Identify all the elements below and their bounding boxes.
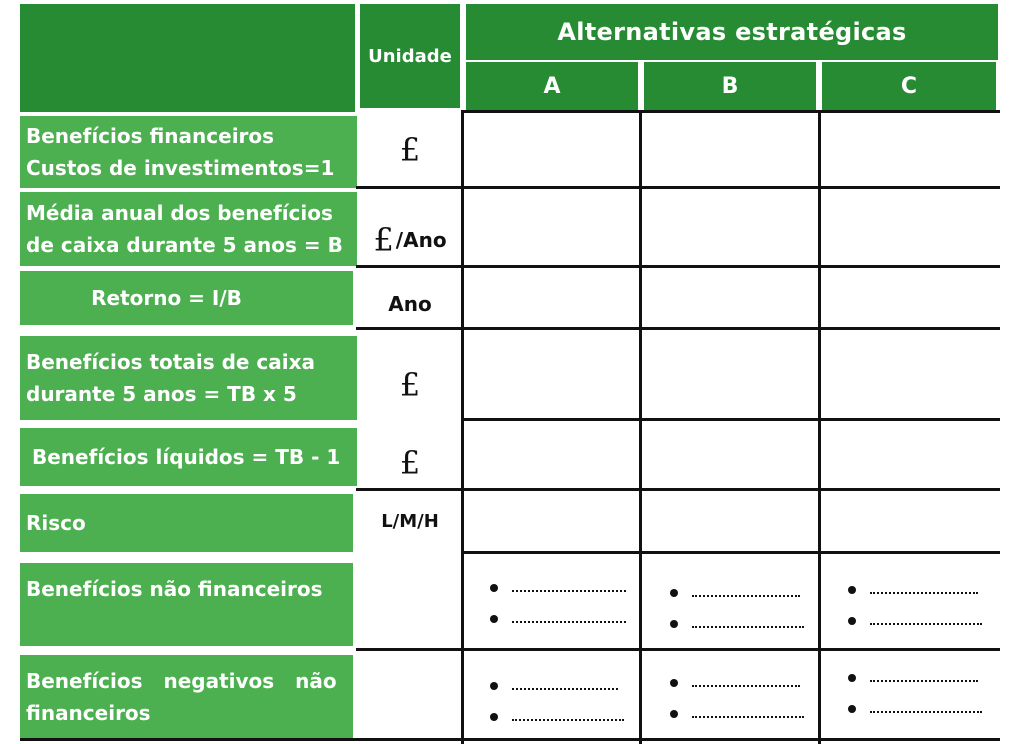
column-header-b (644, 62, 816, 110)
bullet-dot-icon (848, 617, 856, 625)
grid-line (464, 327, 1000, 330)
row-label-line: Benefícios financeiros (26, 124, 275, 148)
grid-line (20, 738, 1000, 741)
grid-line (464, 648, 1000, 651)
grid-line (818, 110, 821, 744)
unit-header (360, 4, 460, 108)
dotted-blank (692, 626, 804, 628)
row-label-line: Benefícios negativos não (26, 669, 337, 693)
unit-year: Ano (388, 292, 432, 316)
bullet-placeholder (670, 583, 800, 603)
dotted-blank (512, 719, 624, 721)
column-header-c-label: C (900, 73, 918, 99)
unit-cell-1 (360, 116, 460, 184)
bullet-placeholder (490, 578, 626, 598)
row-label-annual-cash-benefits (20, 192, 357, 266)
dotted-blank (692, 685, 800, 687)
row-label-line: Benefícios não financeiros (26, 577, 323, 601)
row-label-total-cash-benefits (20, 336, 357, 420)
row-label-line: durante 5 anos = TB x 5 (26, 382, 297, 406)
bullet-placeholder (490, 609, 626, 629)
grid-line (356, 648, 466, 651)
bullet-placeholder (848, 668, 978, 688)
pound-sign: £ (399, 444, 421, 482)
bullet-placeholder (848, 611, 982, 631)
grid-line (461, 110, 464, 744)
bullet-placeholder (490, 707, 624, 727)
pound-sign: £ (373, 221, 394, 259)
bullet-dot-icon (490, 615, 498, 623)
column-header-c (822, 62, 996, 110)
unit-cell-6 (360, 506, 460, 536)
column-header-a (466, 62, 638, 110)
row-label-net-benefits (20, 428, 357, 486)
alternatives-header (466, 4, 998, 60)
row-label-line: Custos de investimentos=1 (26, 156, 335, 180)
row-label-financial-benefits (20, 116, 357, 188)
bullet-placeholder (670, 704, 804, 724)
grid-line (464, 551, 1000, 554)
unit-cell-3 (360, 286, 460, 322)
unit-cell-4 (360, 360, 460, 410)
dotted-blank (692, 716, 804, 718)
bullet-dot-icon (670, 710, 678, 718)
grid-line (464, 488, 1000, 491)
dotted-blank (870, 623, 982, 625)
dotted-blank (870, 592, 978, 594)
grid-line (464, 418, 1000, 421)
bullet-dot-icon (670, 589, 678, 597)
row-label-line: Risco (26, 511, 86, 535)
bullet-dot-icon (848, 674, 856, 682)
unit-lmh: L/M/H (381, 510, 439, 532)
alternatives-header-label: Alternativas estratégicas (557, 18, 907, 46)
unit-cell-5 (360, 438, 460, 488)
grid-line (356, 186, 466, 189)
row-label-return (20, 271, 353, 325)
bullet-dot-icon (670, 620, 678, 628)
grid-line (356, 265, 466, 268)
dotted-blank (870, 711, 982, 713)
bullet-dot-icon (490, 584, 498, 592)
pound-sign: £ (399, 131, 421, 169)
dotted-blank (512, 688, 618, 690)
grid-line (464, 110, 1000, 113)
row-label-negative-non-financial-benefits (20, 655, 353, 739)
bullet-dot-icon (490, 713, 498, 721)
header-corner-cell (20, 4, 355, 112)
bullet-placeholder (848, 699, 982, 719)
bullet-placeholder (848, 580, 978, 600)
grid-line (639, 110, 642, 744)
row-label-line: Média anual dos benefícios (26, 201, 333, 225)
bullet-dot-icon (670, 679, 678, 687)
grid-line (464, 265, 1000, 268)
pound-sign: £ (399, 366, 421, 404)
bullet-placeholder (670, 673, 800, 693)
bullet-dot-icon (848, 586, 856, 594)
column-header-a-label: A (543, 73, 561, 99)
dotted-blank (870, 680, 978, 682)
bullet-dot-icon (848, 705, 856, 713)
dotted-blank (512, 621, 626, 623)
unit-header-label: Unidade (368, 45, 452, 67)
bullet-dot-icon (490, 682, 498, 690)
row-label-line: Benefícios líquidos = TB - 1 (32, 445, 341, 469)
row-label-line: de caixa durante 5 anos = B (26, 233, 343, 257)
grid-line (356, 327, 466, 330)
row-label-line: financeiros (26, 701, 151, 725)
grid-line (356, 488, 466, 491)
bullet-placeholder (490, 676, 618, 696)
row-label-line: Benefícios totais de caixa (26, 350, 316, 374)
per-year-suffix: /Ano (395, 228, 447, 252)
unit-cell-2 (360, 215, 460, 265)
row-label-risk (20, 494, 353, 552)
column-header-b-label: B (721, 73, 739, 99)
row-label-non-financial-benefits (20, 563, 353, 646)
bullet-placeholder (670, 614, 804, 634)
row-label-line: Retorno = I/B (91, 286, 242, 310)
grid-line (464, 186, 1000, 189)
dotted-blank (512, 590, 626, 592)
dotted-blank (692, 595, 800, 597)
